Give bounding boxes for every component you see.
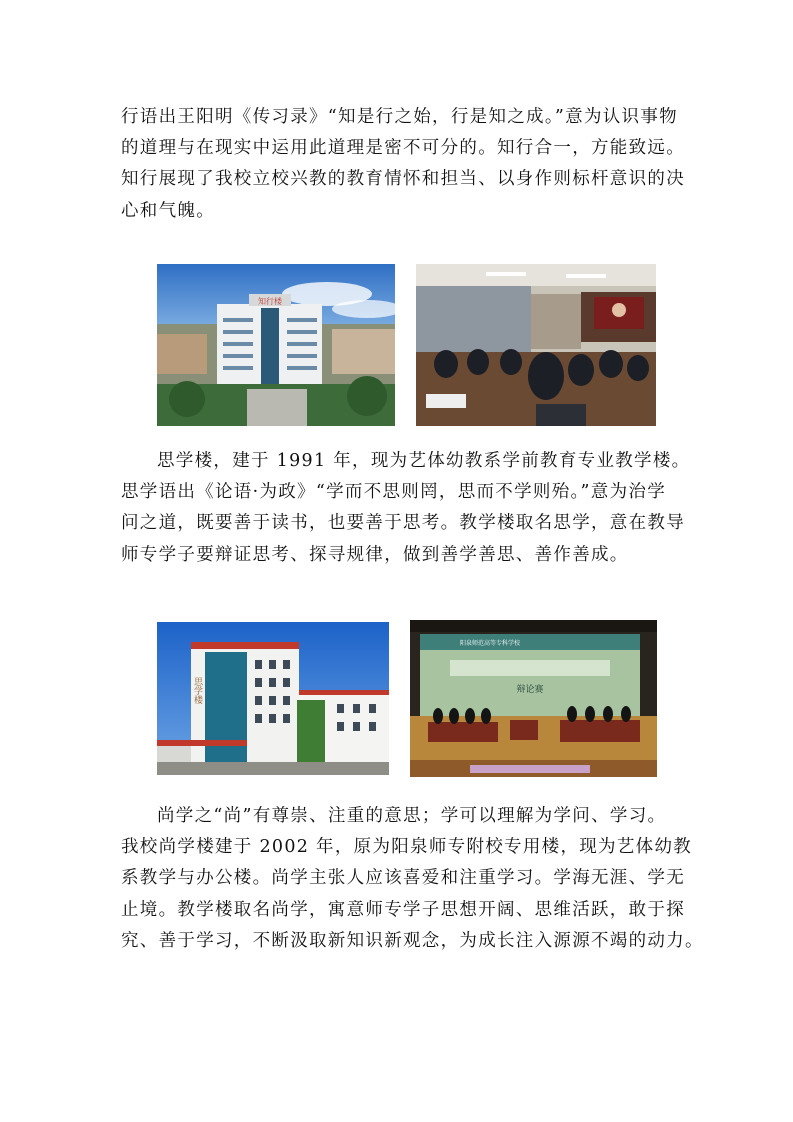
paragraph-zhixing <box>121 102 685 227</box>
building-sign: 思学楼 <box>192 677 202 704</box>
text-line: 止境。教学楼取名尚学，寓意师专学子思想开阔、思维活跃，敢于探 <box>121 899 685 920</box>
text-line: 尚学之“尚”有尊崇、注重的意思；学可以理解为学问、学习。 <box>157 806 667 826</box>
text-line: 思学语出《论语·为政》“学而不思则罔，思而不学则殆。”意为治学 <box>121 482 667 503</box>
paragraph-sixue <box>121 446 691 571</box>
text-line: 问之道，既要善于读书，也要善于思考。教学楼取名思学，意在教导 <box>121 513 685 534</box>
text-line: 心和气魄。 <box>121 200 215 221</box>
text-line: 知行展现了我校立校兴教的教育情怀和担当、以身作则标杆意识的决 <box>121 169 685 190</box>
text-line: 师专学子要辩证思考、探寻规律，做到善学善思、善作善成。 <box>121 544 629 565</box>
paragraph-shangxue <box>121 801 704 957</box>
photo-meeting-room <box>416 264 656 426</box>
photo-sixue-building <box>157 622 389 775</box>
text-line: 究、善于学习，不断汲取新知识新观念，为成长注入源源不竭的动力。 <box>121 930 704 951</box>
text-line: 思学楼，建于 1991 年，现为艺体幼教系学前教育专业教学楼。 <box>157 451 691 471</box>
banner-school-name: 阳泉师范高等专科学校 <box>460 640 521 647</box>
text-line: 的道理与在现实中运用此道理是密不可分的。知行合一，方能致远。 <box>121 138 685 159</box>
photo-auditorium <box>410 620 657 777</box>
building-sign: 知行楼 <box>258 297 282 306</box>
text-line: 我校尚学楼建于 2002 年，原为阳泉师专附校专用楼，现为艺体幼教 <box>121 837 693 858</box>
photo-campus-building <box>157 264 395 426</box>
text-line: 行语出王阳明《传习录》“知是行之始，行是知之成。”意为认识事物 <box>121 107 678 127</box>
text-line: 系教学与办公楼。尚学主张人应该喜爱和注重学习。学海无涯、学无 <box>121 868 685 889</box>
banner-title: 辩论赛 <box>516 685 544 695</box>
